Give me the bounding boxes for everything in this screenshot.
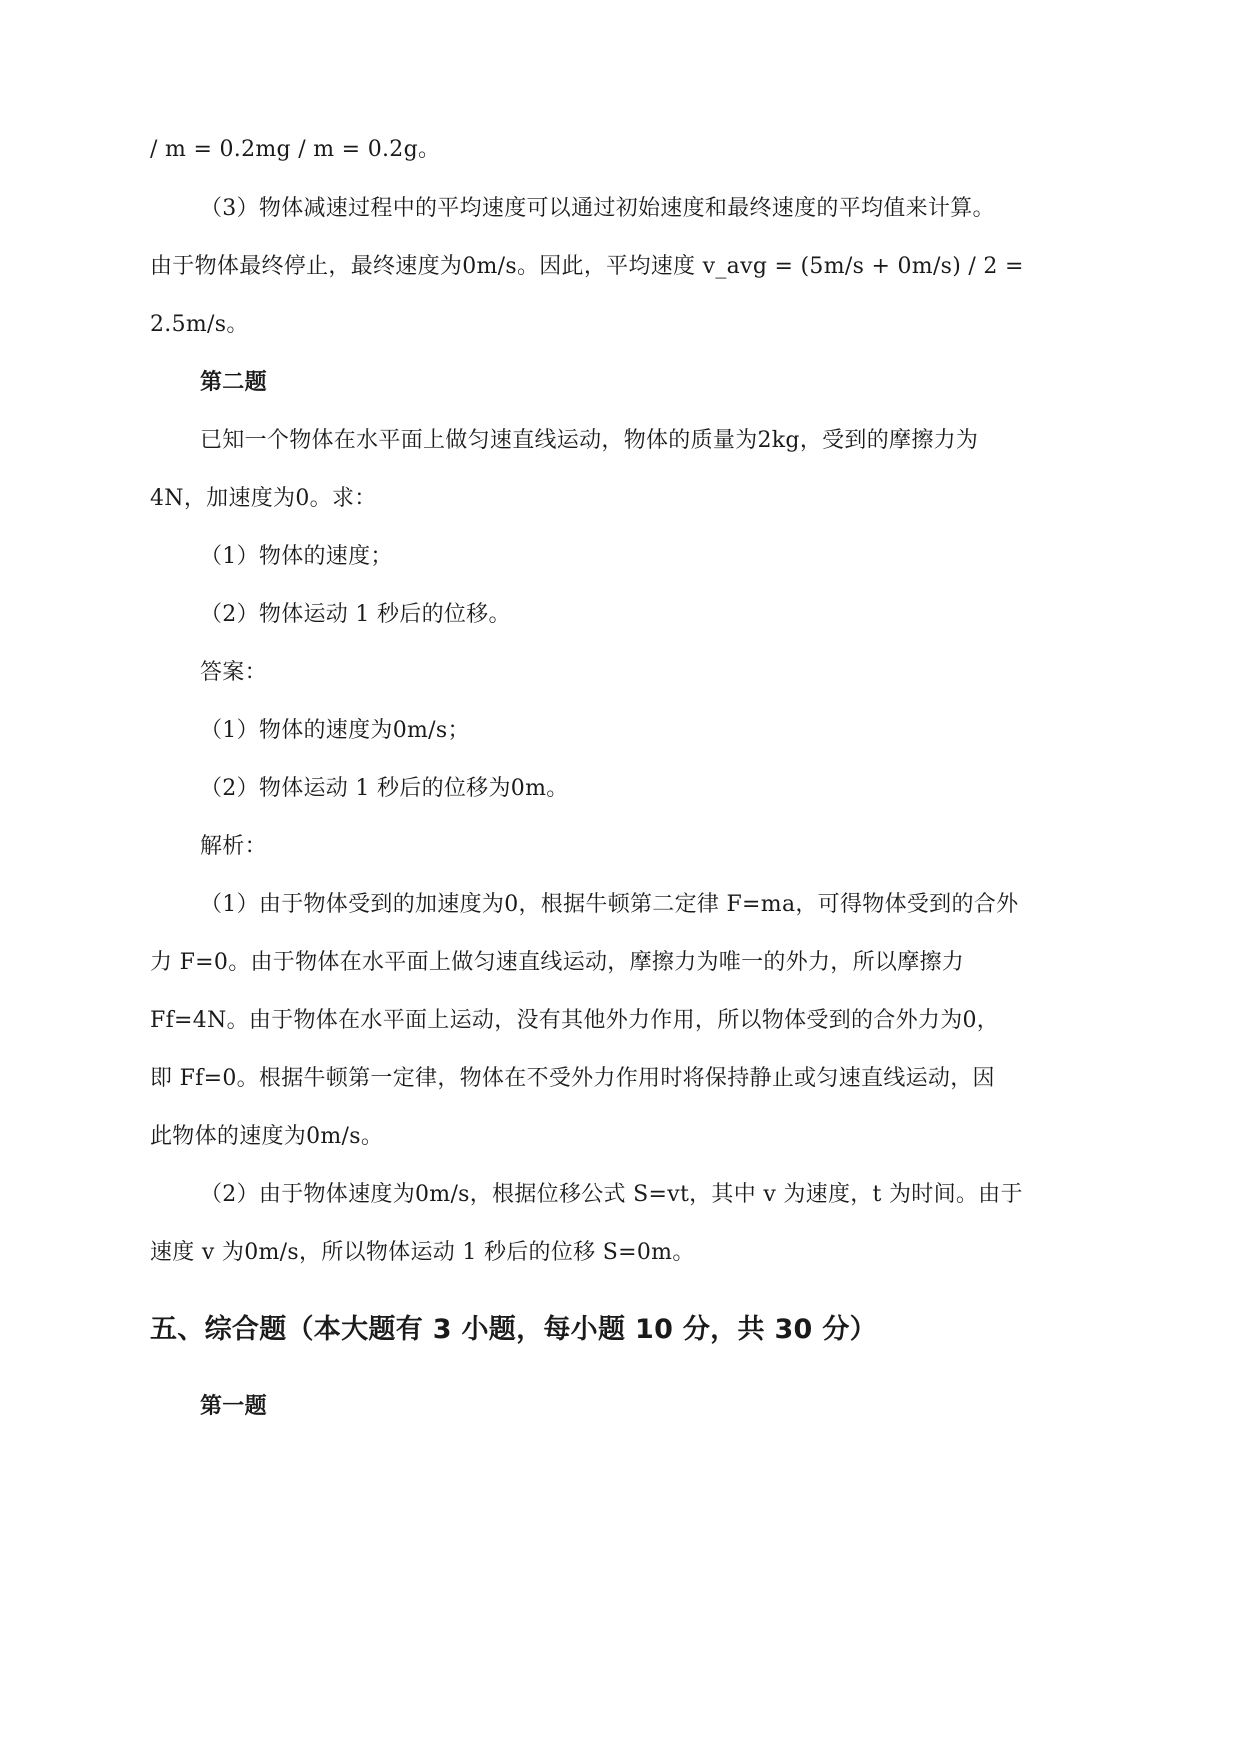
- solution-text-line: （3）物体减速过程中的平均速度可以通过初始速度和最终速度的平均值来计算。: [200, 196, 995, 221]
- analysis-text-line: 力 F=0。由于物体在水平面上做匀速直线运动，摩擦力为唯一的外力，所以摩擦力: [150, 950, 965, 975]
- solution-text-line: 2.5m/s。: [150, 312, 249, 337]
- answer-label: 答案：: [200, 660, 267, 685]
- question-text-line: 4N，加速度为0。求：: [150, 486, 377, 511]
- analysis-text-line: Ff=4N。由于物体在水平面上运动，没有其他外力作用，所以物体受到的合外力为0，: [150, 1008, 1000, 1033]
- sub-question: （2）物体运动 1 秒后的位移。: [200, 602, 511, 627]
- analysis-text-line: （1）由于物体受到的加速度为0，根据牛顿第二定律 F=ma，可得物体受到的合外: [200, 892, 1019, 917]
- analysis-label: 解析：: [200, 834, 267, 859]
- analysis-text-line: 速度 v 为0m/s，所以物体运动 1 秒后的位移 S=0m。: [150, 1240, 695, 1265]
- question-heading: 第一题: [200, 1394, 267, 1419]
- question-heading: 第二题: [200, 370, 267, 395]
- solution-text-line: / m = 0.2mg / m = 0.2g。: [150, 137, 441, 162]
- solution-text-line: 由于物体最终停止，最终速度为0m/s。因此，平均速度 v_avg = (5m/s + 0m/s) / 2 =: [150, 254, 1024, 279]
- sub-question: （1）物体的速度；: [200, 544, 393, 569]
- answer-line: （1）物体的速度为0m/s；: [200, 718, 470, 743]
- analysis-text-line: 此物体的速度为0m/s。: [150, 1124, 384, 1149]
- question-text-line: 已知一个物体在水平面上做匀速直线运动，物体的质量为2kg，受到的摩擦力为: [200, 428, 979, 453]
- analysis-text-line: （2）由于物体速度为0m/s，根据位移公式 S=vt，其中 v 为速度，t 为时间。由于: [200, 1182, 1023, 1207]
- answer-line: （2）物体运动 1 秒后的位移为0m。: [200, 776, 569, 801]
- analysis-text-line: 即 Ff=0。根据牛顿第一定律，物体在不受外力作用时将保持静止或匀速直线运动，因: [150, 1066, 995, 1091]
- section-heading: 五、综合题（本大题有 3 小题，每小题 10 分，共 30 分）: [150, 1314, 877, 1345]
